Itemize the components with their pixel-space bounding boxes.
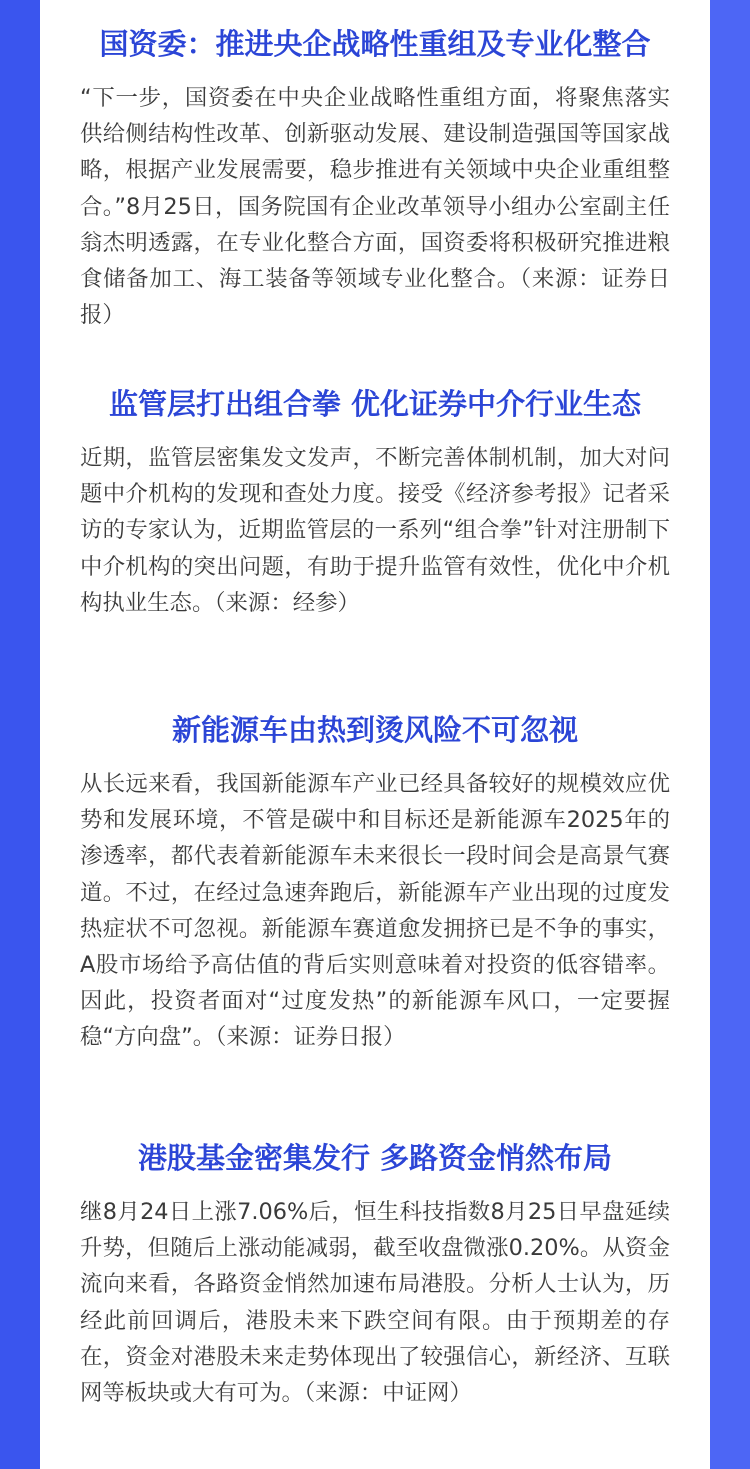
article-body: 继8月24日上涨7.06%后，恒生科技指数8月25日早盘延续升势，但随后上涨动能减弱，截至收盘微涨0.20%。从资金流向来看，各路资金悄然加速布局港股。分析人士认为，历经此前回调后，港股未来下跌空间有限。由于预期差的存在，资金对港股未来走势体现出了较强信心，新经济、互联网等板块或大有可为。（来源：中证网） <box>80 1199 670 1407</box>
article-body: 近期，监管层密集发文发声，不断完善体制机制，加大对问题中介机构的发现和查处力度。接受《经济参考报》记者采访的专家认为，近期监管层的一系列“组合拳”针对注册制下中介机构的突出问题，有助于提升监管有效性，优化中介机构执业生态。（来源：经参） <box>80 445 670 616</box>
article-3 <box>80 708 670 1056</box>
article-4 <box>80 1136 670 1411</box>
article-2 <box>80 382 670 621</box>
article-body: “下一步，国资委在中央企业战略性重组方面，将聚焦落实供给侧结构性改革、创新驱动发展、建设制造强国等国家战略，根据产业发展需要，稳步推进有关领域中央企业重组整合。”8月25日，国务院国有企业改革领导小组办公室副主任翁杰明透露，在专业化整合方面，国资委将积极研究推进粮食储备加工、海工装备等领域专业化整合。（来源：证券日报） <box>80 85 670 329</box>
article-1 <box>80 22 670 333</box>
article-title: 新能源车由热到烫风险不可忽视 <box>171 713 578 747</box>
article-body: 从长远来看，我国新能源车产业已经具备较好的规模效应优势和发展环境，不管是碳中和目标还是新能源车2025年的渗透率，都代表着新能源车未来很长一段时间会是高景气赛道。不过，在经过急速奔跑后，新能源车产业出现的过度发热症状不可忽视。新能源车赛道愈发拥挤已是不争的事实，A股市场给予高估值的背后实则意味着对投资的低容错率。因此，投资者面对“过度发热”的新能源车风口，一定要握稳“方向盘”。（来源：证券日报） <box>80 771 670 1051</box>
article-title: 监管层打出组合拳 优化证券中介行业生态 <box>108 387 642 421</box>
content-panel <box>40 0 710 1469</box>
article-title: 国资委：推进央企战略性重组及专业化整合 <box>99 27 651 61</box>
article-title: 港股基金密集发行 多路资金悄然布局 <box>137 1141 613 1175</box>
